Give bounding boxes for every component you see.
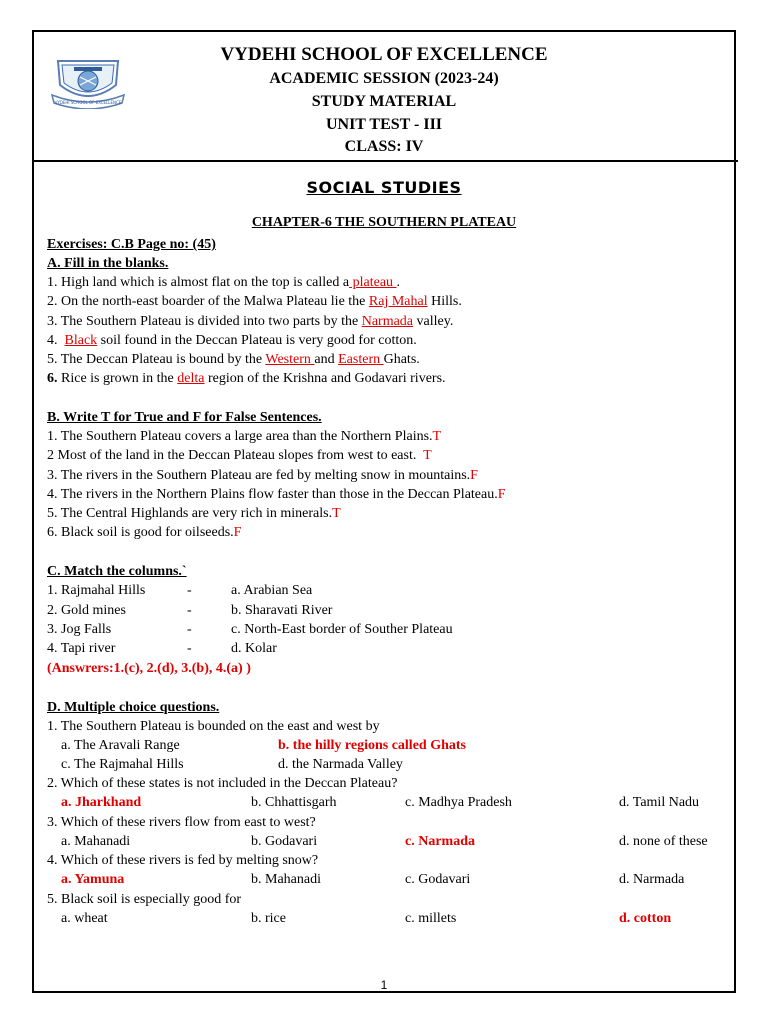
tf-answer: T [332,506,341,521]
mcq-option: c. Godavari [405,872,471,887]
fill-answer: Eastern [338,352,384,367]
mcq-option: c. millets [405,911,457,926]
tf-answer: F [497,487,506,502]
tf-item: 6. Black soil is good for oilseeds.F [47,525,242,540]
section-b-title: B. Write T for True and F for False Sentences. [47,410,322,425]
unit-test: UNIT TEST - III [325,116,443,133]
subject-title: SOCIAL STUDIES [306,178,462,197]
tf-item: 3. The rivers in the Southern Plateau are fed by melting snow in mountains.F [47,468,478,483]
tf-answer: T [432,429,442,444]
section-d-title: D. Multiple choice questions. [47,700,220,715]
header-divider [32,160,738,162]
academic-session: ACADEMIC SESSION (2023-24) [269,70,499,87]
tf-item: 4. The rivers in the Northern Plains flow faster than those in the Deccan Plateau.F [47,487,506,502]
fill-answer: Western [265,352,315,367]
tf-item: 2 Most of the land in the Deccan Plateau slopes from west to east. T [47,448,432,463]
fill-answer: Narmada [361,314,414,329]
fill-answer: Black [64,333,98,348]
mcq-option: d. none of these [619,834,708,849]
mcq-option: b. Mahanadi [251,872,321,887]
mcq-option: d. Narmada [619,872,685,887]
fill-answer: delta [177,371,205,386]
fill-q5: 5. The Deccan Plateau is bound by the Western and Eastern Ghats. [47,352,420,367]
mcq-question: 2. Which of these states is not included in the Deccan Plateau? [47,776,398,791]
fill-q3: 3. The Southern Plateau is divided into two parts by the Narmada valley. [47,314,454,329]
fill-q4: 4. Black soil found in the Deccan Plateau is very good for cotton. [47,333,417,348]
section-a-title: A. Fill in the blanks. [47,256,169,271]
tf-answer: F [470,468,478,483]
tf-item: 5. The Central Highlands are very rich in minerals.T [47,506,341,521]
mcq-correct-option: a. Yamuna [61,872,125,887]
mcq-option: b. Chhattisgarh [251,795,337,810]
mcq-correct-option: a. Jharkhand [61,795,142,810]
match-left: 2. Gold mines [47,603,126,618]
tf-answer: F [233,525,242,540]
school-name: VYDEHI SCHOOL OF EXCELLENCE [220,44,548,65]
match-left: 3. Jog Falls [47,622,112,637]
match-dash: - [187,622,192,637]
mcq-option: d. the Narmada Valley [278,757,403,772]
match-dash: - [187,641,192,656]
match-right: c. North-East border of Souther Plateau [231,622,453,637]
mcq-option: a. wheat [61,911,108,926]
fill-answer: plateau [349,275,397,290]
mcq-option: b. Godavari [251,834,318,849]
match-dash: - [187,603,192,618]
fill-q1: 1. High land which is almost flat on the top is called a plateau . [47,275,401,290]
mcq-correct-option: d. cotton [619,911,672,926]
chapter-title: CHAPTER-6 THE SOUTHERN PLATEAU [251,215,517,230]
mcq-option: d. Tamil Nadu [619,795,700,810]
section-c-title: C. Match the columns.` [47,564,187,579]
mcq-option: b. rice [251,911,286,926]
tf-answer: T [423,448,432,463]
class-label: CLASS: IV [344,138,424,155]
mcq-correct-option: b. the hilly regions called Ghats [278,738,466,753]
mcq-question: 5. Black soil is especially good for [47,892,242,907]
fill-q2: 2. On the north-east boarder of the Malwa Plateau lie the Raj Mahal Hills. [47,294,462,309]
match-right: d. Kolar [231,641,277,656]
mcq-option: c. The Rajmahal Hills [61,757,184,772]
fill-answer: Raj Mahal [368,294,428,309]
mcq-question: 4. Which of these rivers is fed by melting snow? [47,853,319,868]
mcq-correct-option: c. Narmada [405,834,475,849]
match-answers: (Answrers:1.(c), 2.(d), 3.(b), 4.(a) ) [47,661,251,676]
mcq-option: c. Madhya Pradesh [405,795,512,810]
fill-q6: 6. Rice is grown in the delta region of the Krishna and Godavari rivers. [47,371,446,386]
mcq-question: 1. The Southern Plateau is bounded on the east and west by [47,719,380,734]
page-number: 1 [380,978,388,992]
mcq-option: a. The Aravali Range [61,738,180,753]
study-material: STUDY MATERIAL [311,93,457,110]
match-left: 4. Tapi river [47,641,116,656]
mcq-question: 3. Which of these rivers flow from east to west? [47,815,316,830]
match-dash: - [187,583,192,598]
svg-text:VYDEHI SCHOOL OF EXCELLENCE: VYDEHI SCHOOL OF EXCELLENCE [54,100,122,105]
tf-item: 1. The Southern Plateau covers a large area than the Northern Plains.T [47,429,442,444]
match-right: a. Arabian Sea [231,583,313,598]
exercises-heading: Exercises: C.B Page no: (45) [47,237,216,252]
match-left: 1. Rajmahal Hills [47,583,146,598]
match-right: b. Sharavati River [231,603,333,618]
mcq-option: a. Mahanadi [61,834,131,849]
